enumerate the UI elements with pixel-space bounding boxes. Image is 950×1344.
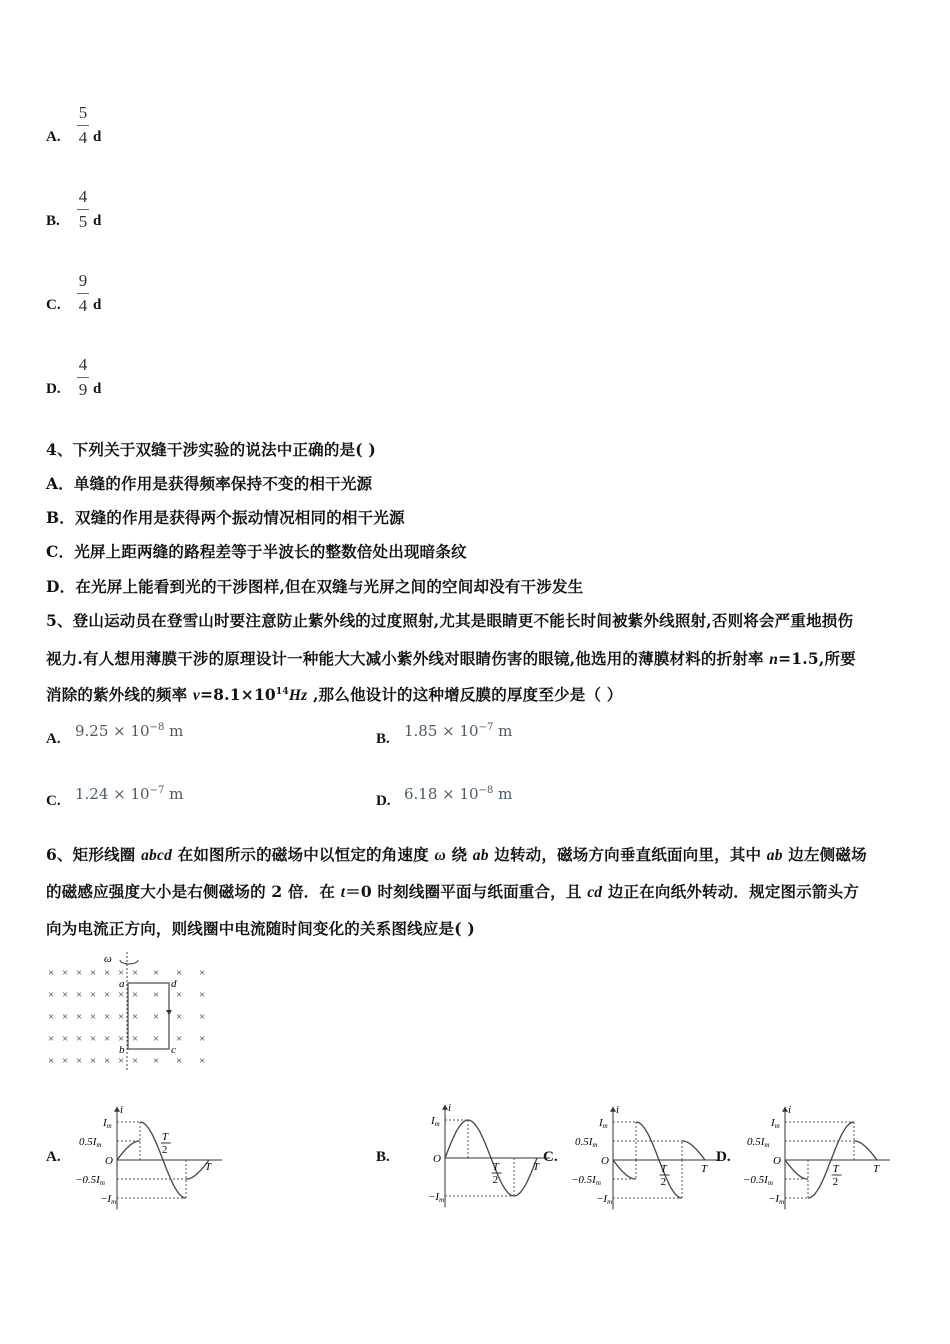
neg-im-label: −Im: [100, 1193, 117, 1206]
denominator: 9: [78, 380, 88, 399]
field-cross-icon: ×: [153, 989, 160, 1001]
field-cross-icon: ×: [104, 1011, 111, 1023]
period-label: T: [701, 1163, 708, 1175]
exponent: −7: [149, 785, 165, 796]
var: cd: [587, 884, 603, 901]
corner-d: d: [171, 978, 177, 990]
field-cross-icon: ×: [176, 1033, 183, 1045]
var: ω: [434, 847, 446, 864]
field-cross-icon: ×: [153, 1055, 160, 1067]
exponent: −8: [478, 785, 494, 796]
corner-b: b: [119, 1044, 125, 1056]
field-cross-icon: ×: [104, 967, 111, 979]
field-cross-icon: ×: [90, 967, 97, 979]
im-label: Im: [771, 1117, 780, 1130]
field-cross-icon: ×: [48, 1033, 55, 1045]
current-arrow-icon: [166, 1010, 172, 1015]
text: 边转动，磁场方向垂直纸面向里，其中: [488, 845, 767, 864]
q6-stem-line2: [46, 880, 859, 902]
field-cross-icon: ×: [199, 1011, 206, 1023]
numerator: 4: [78, 187, 88, 206]
field-cross-icon: ×: [104, 1055, 111, 1067]
field-cross-icon: ×: [132, 967, 139, 979]
unit: d: [93, 381, 102, 397]
half-period-numerator: T: [832, 1163, 839, 1175]
fraction: [77, 272, 89, 315]
text: ,所要: [818, 649, 856, 668]
field-cross-icon: ×: [76, 1033, 83, 1045]
corner-c: c: [171, 1044, 176, 1056]
field-cross-icon: ×: [62, 1055, 69, 1067]
q5-stem-line3: [46, 683, 622, 705]
unit: m: [164, 785, 184, 803]
field-cross-icon: ×: [90, 1055, 97, 1067]
origin-label: O: [773, 1155, 781, 1167]
neg-half-im-label: −0.5Im: [571, 1174, 601, 1187]
field-cross-icon: ×: [76, 1055, 83, 1067]
numerator: 4: [78, 355, 88, 374]
field-cross-icon: ×: [90, 1011, 97, 1023]
field-cross-icon: ×: [62, 989, 69, 1001]
field-cross-icon: ×: [176, 1011, 183, 1023]
magnetic-field-figure: [40, 950, 240, 1070]
field-cross-icon: ×: [176, 989, 183, 1001]
im-label: Im: [431, 1115, 440, 1128]
text: 视力.有人想用薄膜干涉的原理设计一种能大大减小紫外线对眼睛伤害的眼镜,他选用的薄膜材料的折射率: [46, 649, 770, 668]
q6-stem-line3: 向为电流正方向，则线圈中电流随时间变化的关系图线应是( ): [46, 919, 475, 938]
q6-graph-b[interactable]: [400, 1090, 550, 1212]
unit: Hz: [288, 687, 308, 704]
period-label: T: [533, 1161, 540, 1173]
im-label: Im: [599, 1117, 608, 1130]
text: 在如图所示的磁场中以恒定的角速度: [172, 845, 435, 864]
field-cross-icon: ×: [90, 1033, 97, 1045]
option-value: [404, 722, 512, 740]
mantissa: 1.24 × 10: [75, 785, 150, 803]
q6-option-c-label[interactable]: C.: [543, 1149, 558, 1165]
exponent: 14: [275, 686, 289, 697]
field-cross-icon: ×: [48, 967, 55, 979]
half-period-denominator: 2: [161, 1144, 168, 1156]
neg-im-label: −Im: [768, 1193, 785, 1206]
fraction: [77, 104, 89, 147]
current-curve: [613, 1160, 636, 1179]
field-cross-icon: ×: [176, 967, 183, 979]
field-cross-icon: ×: [199, 967, 206, 979]
numerator: 9: [78, 271, 88, 290]
q6-option-a-label[interactable]: A.: [46, 1149, 61, 1165]
field-cross-icon: ×: [132, 989, 139, 1001]
origin-label: O: [601, 1155, 609, 1167]
unit: m: [493, 785, 513, 803]
q4-option-a[interactable]: A．单缝的作用是获得频率保持不变的相干光源: [46, 474, 373, 493]
half-im-label: 0.5Im: [79, 1136, 102, 1149]
corner-a: a: [119, 978, 125, 990]
var: t: [340, 884, 346, 901]
field-cross-icon: ×: [118, 1033, 125, 1045]
field-cross-icon: ×: [76, 1011, 83, 1023]
field-cross-icon: ×: [62, 1011, 69, 1023]
q5-stem-line2: [46, 647, 856, 669]
period-label: T: [873, 1163, 880, 1175]
q4-option-b[interactable]: B．双缝的作用是获得两个振动情况相同的相干光源: [46, 508, 405, 527]
i-axis-label: i: [616, 1103, 620, 1116]
denominator: 5: [78, 212, 88, 231]
field-cross-icon: ×: [132, 1033, 139, 1045]
mantissa: 6.18 × 10: [404, 785, 479, 803]
option-label: D.: [376, 793, 391, 809]
unit: d: [93, 129, 102, 145]
i-axis-label: i: [120, 1103, 124, 1116]
field-cross-icon: ×: [48, 989, 55, 1001]
denominator: 4: [78, 296, 88, 315]
field-cross-icon: ×: [48, 1055, 55, 1067]
text: 6、矩形线圈: [46, 845, 142, 864]
q6-graph-d[interactable]: [740, 1092, 890, 1214]
field-cross-icon: ×: [199, 1055, 206, 1067]
v-value: =8.1×10: [200, 685, 276, 704]
field-cross-icon: ×: [118, 1011, 125, 1023]
field-cross-icon: ×: [62, 1033, 69, 1045]
field-cross-icon: ×: [199, 989, 206, 1001]
field-cross-icon: ×: [118, 1055, 125, 1067]
field-cross-icon: ×: [176, 1055, 183, 1067]
q4-option-d[interactable]: D．在光屏上能看到光的干涉图样,但在双缝与光屏之间的空间却没有干涉发生: [46, 577, 584, 596]
field-cross-icon: ×: [62, 967, 69, 979]
mantissa: 9.25 × 10: [75, 722, 150, 740]
var-v: v: [192, 687, 200, 704]
denominator: 4: [78, 128, 88, 147]
var-n: n: [769, 651, 779, 668]
text: 消除的紫外线的频率: [46, 685, 193, 704]
unit: m: [164, 722, 184, 740]
q6-option-b-label[interactable]: B.: [376, 1149, 390, 1165]
current-curve: [854, 1141, 877, 1160]
period-label: T: [205, 1161, 212, 1173]
field-cross-icon: ×: [153, 1033, 160, 1045]
half-period-denominator: 2: [492, 1174, 499, 1186]
origin-label: O: [105, 1155, 113, 1167]
unit: d: [93, 213, 102, 229]
origin-label: O: [433, 1153, 441, 1165]
field-cross-icon: ×: [104, 989, 111, 1001]
var: ab: [472, 847, 489, 864]
option-label: D.: [46, 381, 61, 397]
field-cross-icon: ×: [90, 989, 97, 1001]
q4-option-c[interactable]: C．光屏上距两缝的路程差等于半波长的整数倍处出现暗条纹: [46, 542, 467, 561]
half-period-numerator: T: [161, 1131, 168, 1143]
neg-im-label: −Im: [596, 1193, 613, 1206]
mantissa: 1.85 × 10: [404, 722, 479, 740]
var: ab: [766, 847, 783, 864]
field-cross-icon: ×: [48, 1011, 55, 1023]
q5-stem-line1: 5、登山运动员在登雪山时要注意防止紫外线的过度照射,尤其是眼睛更不能长时间被紫外线照射,否则将会严重地损伤: [46, 611, 854, 630]
neg-half-im-label: −0.5Im: [75, 1174, 105, 1187]
field-cross-icon: ×: [132, 1055, 139, 1067]
field-cross-icon: ×: [132, 1011, 139, 1023]
option-value: [75, 722, 183, 740]
field-cross-icon: ×: [104, 1033, 111, 1045]
text: ,那么他设计的这种增反膜的厚度至少是（ ）: [307, 685, 623, 704]
current-curve: [785, 1160, 808, 1179]
field-cross-icon: ×: [76, 967, 83, 979]
current-curve: [117, 1141, 140, 1160]
i-axis-label: i: [448, 1101, 452, 1114]
unit: d: [93, 297, 102, 313]
numerator: 5: [78, 103, 88, 122]
text: 的磁感应强度大小是右侧磁场的 2 倍．在: [46, 882, 341, 901]
im-label: Im: [103, 1117, 112, 1130]
neg-im-label: −Im: [428, 1191, 445, 1204]
option-label: C.: [46, 297, 61, 313]
exponent: −8: [149, 722, 165, 733]
text: ＝0 时刻线圈平面与纸面重合，且: [345, 882, 588, 901]
neg-half-im-label: −0.5Im: [743, 1174, 773, 1187]
q6-stem-line1: [46, 843, 867, 865]
field-cross-icon: ×: [118, 967, 125, 979]
current-curve: [682, 1141, 705, 1160]
rotation-arrow-icon: [120, 960, 138, 964]
q6-graph-c[interactable]: [568, 1092, 718, 1214]
field-cross-icon: ×: [153, 1011, 160, 1023]
q4-stem: 4、下列关于双缝干涉实验的说法中正确的是( ): [46, 440, 376, 459]
half-period-denominator: 2: [660, 1176, 667, 1188]
i-axis-label: i: [788, 1103, 792, 1116]
field-cross-icon: ×: [118, 989, 125, 1001]
q6-graph-a[interactable]: [72, 1092, 222, 1214]
half-im-label: 0.5Im: [747, 1136, 770, 1149]
text: 边正在向纸外转动．规定图示箭头方: [602, 882, 860, 901]
var: abcd: [141, 847, 173, 864]
option-label: A.: [46, 129, 61, 145]
field-cross-icon: ×: [153, 967, 160, 979]
omega-label: ω: [104, 953, 112, 965]
field-cross-icon: ×: [76, 989, 83, 1001]
text: 边左侧磁场: [782, 845, 867, 864]
option-label: A.: [46, 731, 61, 747]
option-value: [75, 785, 183, 803]
text: 绕: [445, 845, 473, 864]
fraction: [77, 188, 89, 231]
n-value: =1.5: [778, 649, 819, 668]
half-period-denominator: 2: [832, 1176, 839, 1188]
option-label: B.: [46, 213, 60, 229]
half-im-label: 0.5Im: [575, 1136, 598, 1149]
exponent: −7: [478, 722, 494, 733]
half-period-numerator: T: [660, 1163, 667, 1175]
option-label: B.: [376, 731, 390, 747]
q6-option-d-label[interactable]: D.: [716, 1149, 731, 1165]
fraction: [77, 356, 89, 399]
half-period-numerator: T: [492, 1161, 499, 1173]
option-value: [404, 785, 512, 803]
option-label: C.: [46, 793, 61, 809]
unit: m: [493, 722, 513, 740]
field-cross-icon: ×: [199, 1033, 206, 1045]
